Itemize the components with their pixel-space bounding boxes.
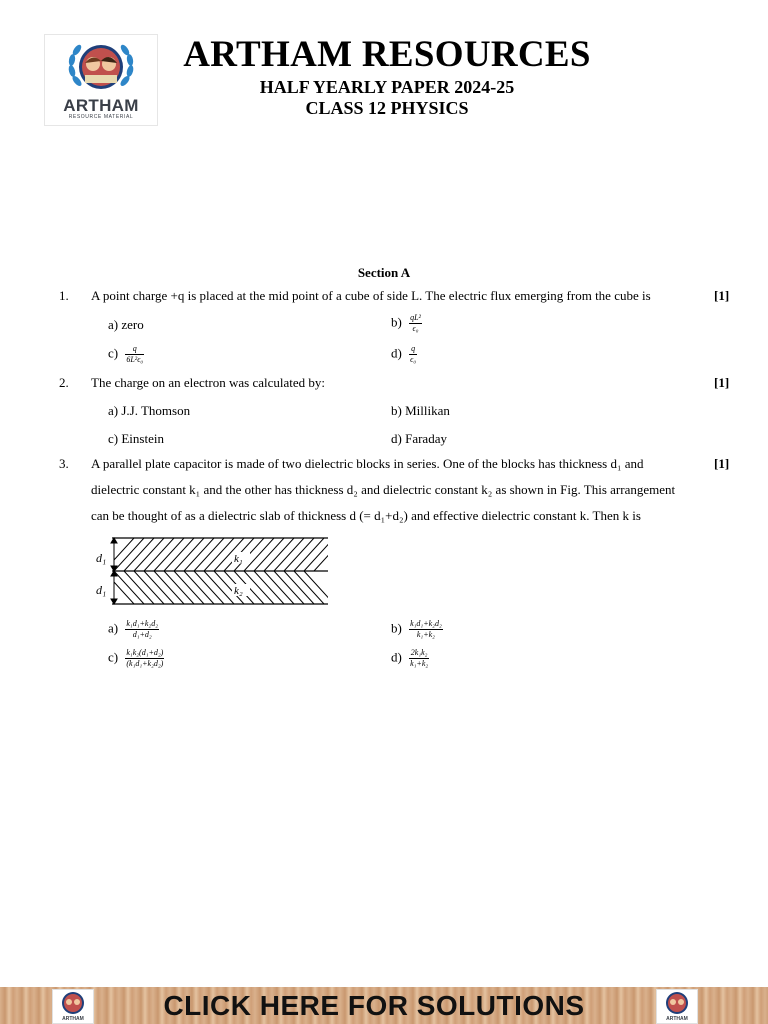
option-a [108, 402, 190, 420]
option-label: c) [108, 431, 119, 446]
option-c [108, 344, 144, 365]
option-fraction: $\frac{\text{2k₁k₂}}{\text{k₁+k₂}}$ [410, 648, 429, 668]
paper-title: HALF YEARLY PAPER 2024-25 [259, 77, 515, 97]
banner-logo-left [52, 989, 94, 1024]
option-fraction: $\frac{q}{\text{ϵ₀}}$ [410, 344, 417, 364]
option-text: zero [121, 317, 144, 332]
option-label: d) [391, 431, 402, 446]
question-marks: [1] [714, 288, 730, 303]
banner-logo-right [656, 989, 698, 1024]
option-label: c) [108, 345, 119, 361]
option-label: d) [391, 345, 402, 361]
option-d [391, 648, 429, 669]
option-label: b) [391, 314, 402, 330]
dielectric-layer-1 [104, 538, 332, 571]
option-b [391, 402, 450, 420]
option-label: c) [108, 649, 119, 665]
thickness-label-2: d₁ [96, 583, 107, 597]
option-a [108, 619, 159, 640]
question-text-line: dielectric constant k₁ and the other has thickness d₂ and dielectric constant k₂ as shown in Fig. This arrangement [91, 482, 676, 497]
question-number: 1. [59, 288, 69, 303]
logo-text: ARTHAM [63, 96, 139, 115]
option-label: a) [108, 620, 119, 636]
option-b [391, 313, 422, 334]
option-text: Faraday [405, 431, 447, 446]
option-text: J.J. Thomson [121, 403, 191, 418]
option-label: a) [108, 317, 119, 332]
question-marks: [1] [714, 456, 730, 471]
option-fraction: $\frac{\text{k₁d₁+k₂d₂}}{\text{d₁+d₂}}$ [126, 619, 158, 639]
option-label: d) [391, 649, 402, 665]
question-text: A point charge +q is placed at the mid point of a cube of side L. The electric flux emerging from the cube is [91, 288, 651, 303]
option-d [391, 430, 447, 448]
logo-emblem-icon [65, 37, 137, 99]
dielectric-label-2: k₂ [234, 585, 243, 597]
question-text [91, 451, 711, 529]
question-number: 2. [59, 375, 69, 390]
page-title: ARTHAM RESOURCES [183, 34, 591, 75]
class-title: CLASS 12 PHYSICS [305, 98, 469, 118]
option-c [108, 648, 164, 669]
question-text-line: A parallel plate capacitor is made of two dielectric blocks in series. One of the blocks has thickness d₁ and [91, 456, 644, 471]
banner-logo-text: ARTHAM [666, 1016, 688, 1022]
logo-subtext: RESOURCE MATERIAL [68, 114, 134, 120]
option-fraction: $\frac{q}{\text{6L²ϵ₀}}$ [126, 344, 144, 364]
option-fraction: $\frac{\text{qL²}}{\text{ϵ₀}}$ [410, 313, 421, 333]
option-c [108, 430, 164, 448]
option-text: Millikan [405, 403, 450, 418]
dielectric-layer-2 [104, 571, 332, 604]
banner-logo-text: ARTHAM [62, 1016, 84, 1022]
option-fraction: $\frac{\text{k₁d₁+k₂d₂}}{\text{k₁+k₂}}$ [410, 619, 442, 639]
question-text: The charge on an electron was calculated by: [91, 375, 326, 390]
logo-emblem-icon [657, 990, 697, 1016]
option-label: b) [391, 620, 402, 636]
option-a [108, 316, 144, 334]
solutions-link[interactable]: CLICK HERE FOR SOLUTIONS [163, 990, 585, 1021]
question-marks: [1] [714, 375, 730, 390]
question-text-line: can be thought of as a dielectric slab of thickness d (= d₁+d₂) and effective dielectric constant k. Then k is [91, 508, 641, 523]
option-label: a) [108, 403, 119, 418]
dielectric-label-1: k₁ [234, 553, 243, 565]
question-number: 3. [59, 456, 69, 471]
option-d [391, 344, 417, 365]
option-b [391, 619, 443, 640]
section-heading: Section A [357, 265, 411, 280]
option-label: b) [391, 403, 402, 418]
option-text: Einstein [121, 431, 164, 446]
capacitor-figure [92, 534, 332, 608]
logo-emblem-icon [53, 990, 93, 1016]
option-fraction: $\frac{\text{k₁k₂(d₁+d₂)}}{\text{(k₁d₁+k₂d₂)}}$ [126, 648, 164, 668]
thickness-label-1: d₁ [96, 551, 107, 565]
solutions-banner[interactable] [0, 987, 768, 1024]
